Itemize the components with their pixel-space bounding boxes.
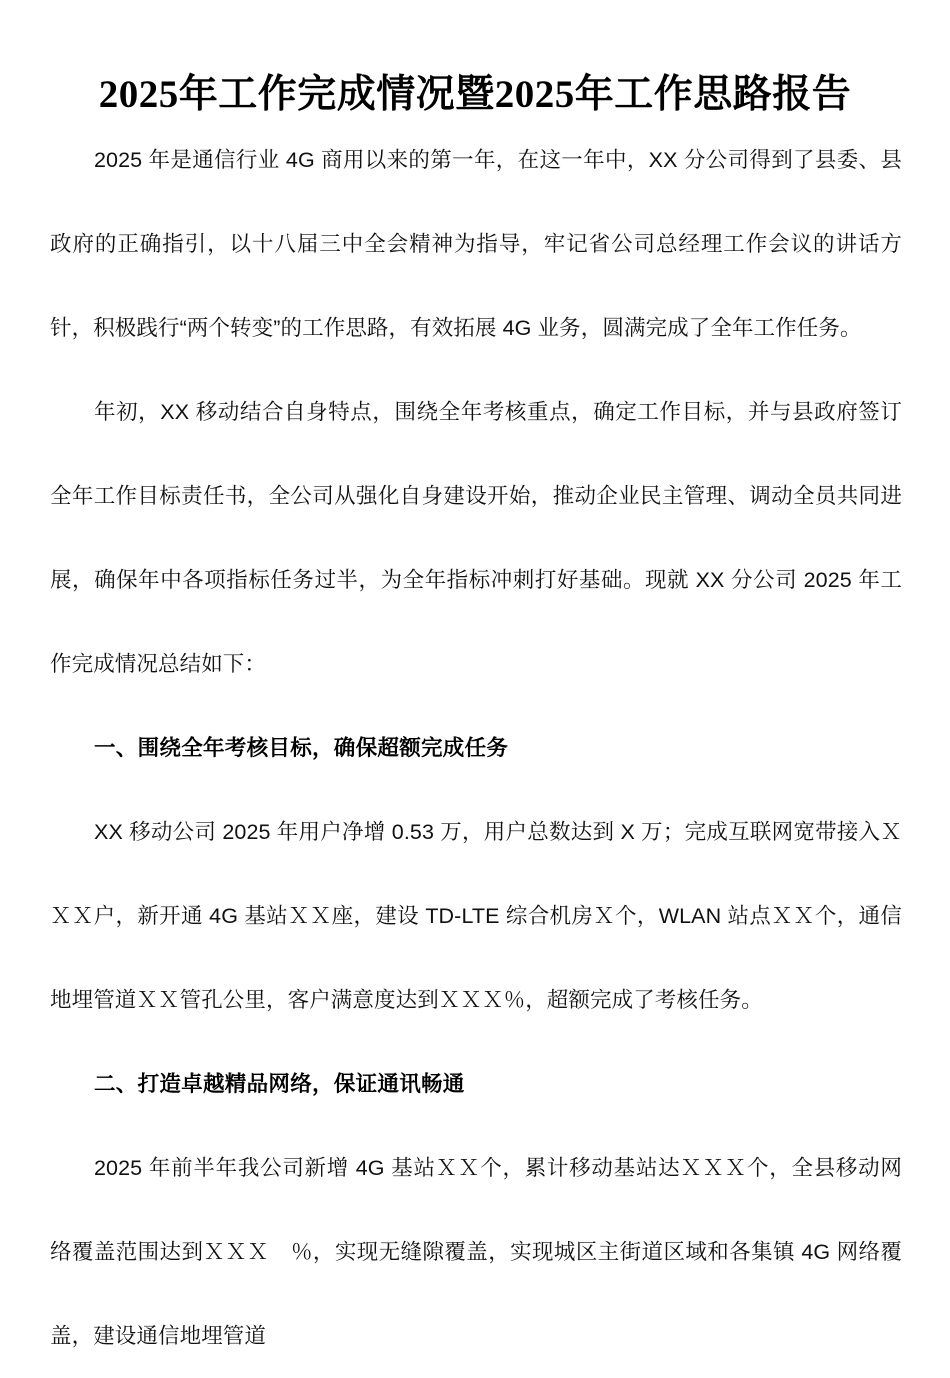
paragraph-intro-1: 2025 年是通信行业 4G 商用以来的第一年，在这一年中，XX 分公司得到了县委、县政府的正确指引，以十八届三中全会精神为指导，牢记省公司总经理工作会议的讲话方针，积极践行“两个转变”的工作思路，有效拓展 4G 业务，圆满完成了全年工作任务。 [50,148,902,340]
section-heading-2: 二、打造卓越精品网络，保证通讯畅通 [94,1072,465,1096]
paragraph-intro-2: 年初，XX 移动结合自身特点，围绕全年考核重点，确定工作目标，并与县政府签订全年工作目标责任书，全公司从强化自身建设开始，推动企业民主管理、调动全员共同进展，确保年中各项指标任务过半，为全年指标冲刺打好基础。现就 XX 分公司 2025 年工作完成情况总结如下： [50,400,902,676]
page-title: 2025年工作完成情况暨2025年工作思路报告 [98,73,852,117]
section-heading-1: 一、围绕全年考核目标，确保超额完成任务 [94,736,509,760]
paragraph-section-2-body: 2025 年前半年我公司新增 4G 基站ＸＸ个，累计移动基站达ＸＸＸ个，全县移动网络覆盖范围达到ＸＸＸ ％，实现无缝隙覆盖，实现城区主街道区域和各集镇 4G 网络覆盖，建设通信地埋管道 [50,1156,902,1348]
paragraph-section-1-body: XX 移动公司 2025 年用户净增 0.53 万，用户总数达到 X 万；完成互联网宽带接入ＸＸＸ户，新开通 4G 基站ＸＸ座，建设 TD-LTE 综合机房Ｘ个，WLAN 站点ＸＸ个，通信地埋管道ＸＸ管孔公里，客户满意度达到ＸＸＸ％，超额完成了考核任务。 [50,820,902,1012]
document-body [50,118,902,1378]
